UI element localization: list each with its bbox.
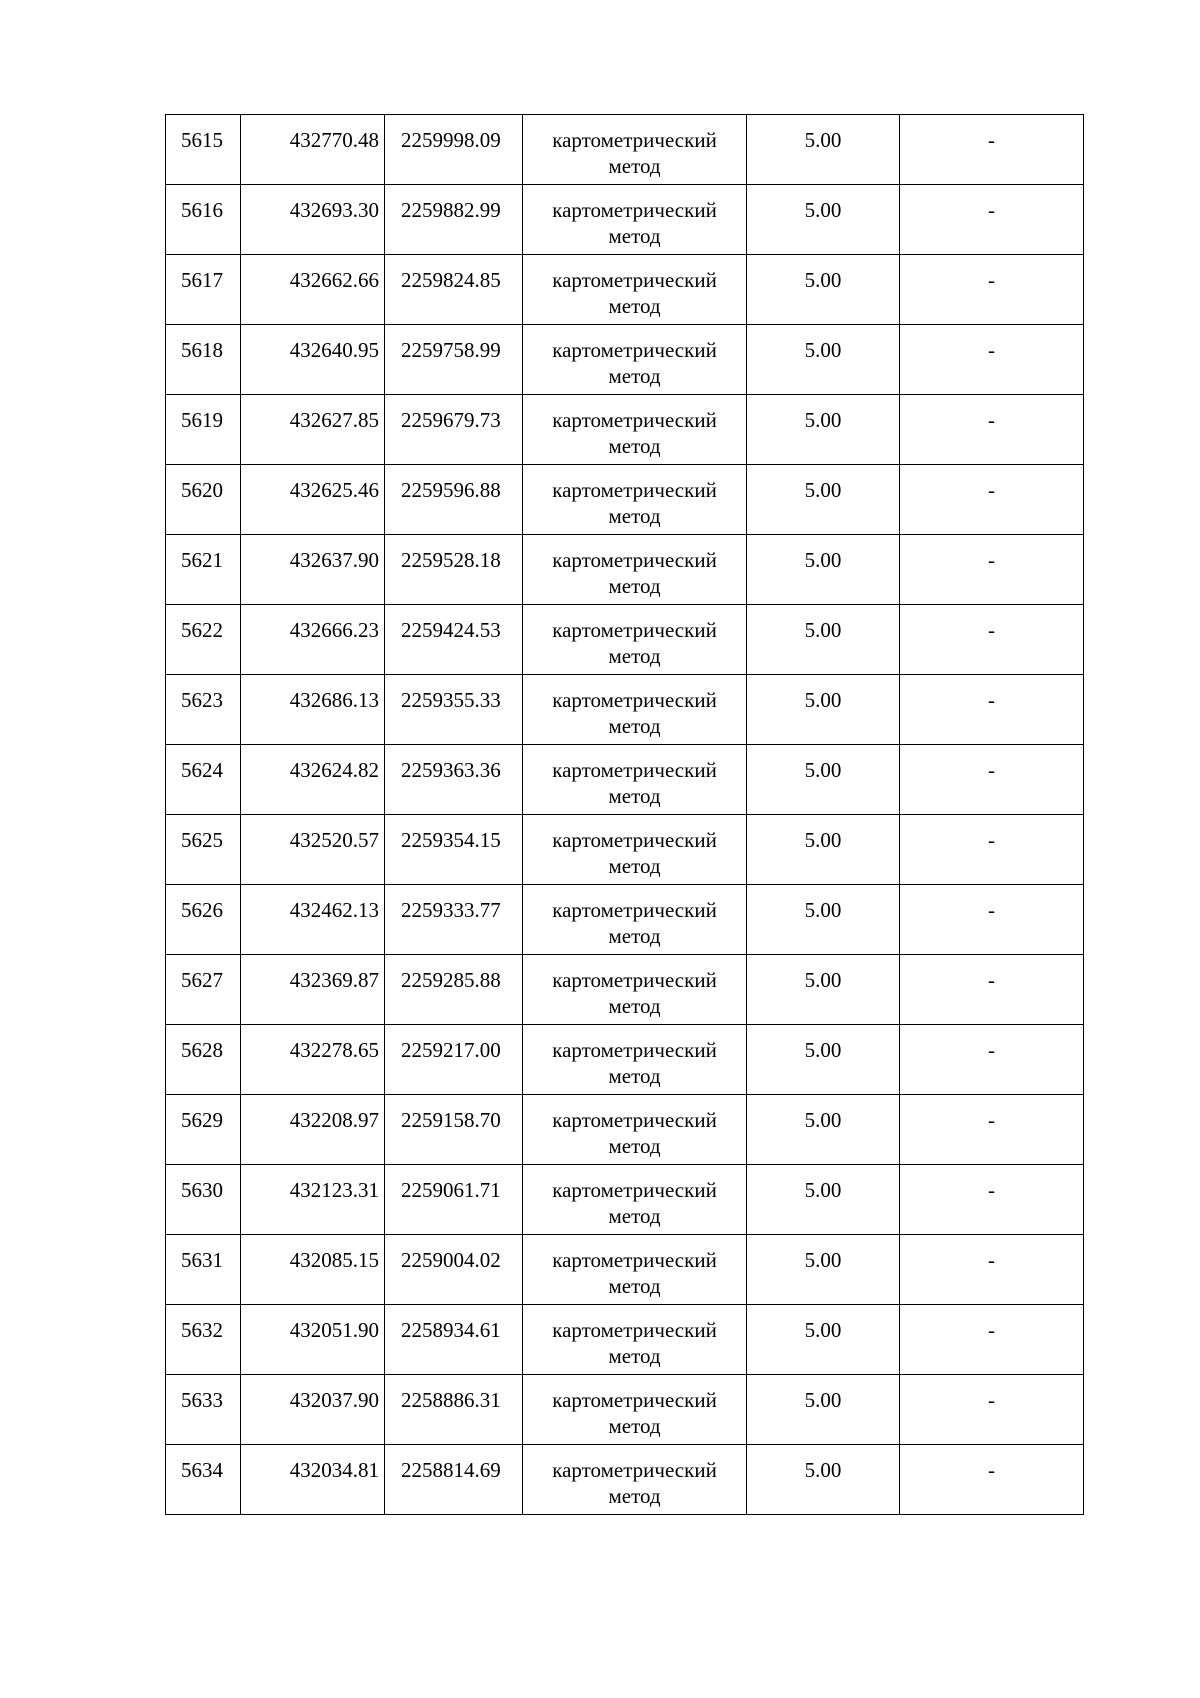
y-coordinate-cell: 2259004.02 bbox=[385, 1235, 523, 1305]
method-text-line2: метод bbox=[608, 154, 661, 178]
note-cell: - bbox=[900, 115, 1084, 185]
method-text-line2: метод bbox=[608, 1064, 661, 1088]
method-cell bbox=[523, 465, 747, 535]
note-cell: - bbox=[900, 185, 1084, 255]
table-row bbox=[166, 535, 1084, 605]
method-text-line1: картометрический bbox=[552, 548, 717, 572]
method-text-line1: картометрический bbox=[552, 1038, 717, 1062]
method-text-line1: картометрический bbox=[552, 1388, 717, 1412]
note-cell: - bbox=[900, 815, 1084, 885]
point-number-cell: 5629 bbox=[166, 1095, 241, 1165]
y-coordinate-cell: 2259758.99 bbox=[385, 325, 523, 395]
x-coordinate-cell: 432208.97 bbox=[241, 1095, 385, 1165]
table-row bbox=[166, 815, 1084, 885]
note-cell: - bbox=[900, 1235, 1084, 1305]
point-number-cell: 5622 bbox=[166, 605, 241, 675]
x-coordinate-cell: 432624.82 bbox=[241, 745, 385, 815]
table-row bbox=[166, 185, 1084, 255]
accuracy-cell: 5.00 bbox=[747, 1095, 900, 1165]
x-coordinate-cell: 432278.65 bbox=[241, 1025, 385, 1095]
note-cell: - bbox=[900, 1375, 1084, 1445]
method-text-line1: картометрический bbox=[552, 268, 717, 292]
coordinates-table-body bbox=[166, 115, 1084, 1515]
method-text-line1: картометрический bbox=[552, 968, 717, 992]
method-text-line1: картометрический bbox=[552, 408, 717, 432]
method-text-line1: картометрический bbox=[552, 618, 717, 642]
accuracy-cell: 5.00 bbox=[747, 745, 900, 815]
y-coordinate-cell: 2259824.85 bbox=[385, 255, 523, 325]
method-text-line1: картометрический bbox=[552, 1178, 717, 1202]
note-cell: - bbox=[900, 1445, 1084, 1515]
x-coordinate-cell: 432686.13 bbox=[241, 675, 385, 745]
y-coordinate-cell: 2259528.18 bbox=[385, 535, 523, 605]
y-coordinate-cell: 2259679.73 bbox=[385, 395, 523, 465]
method-text-line1: картометрический bbox=[552, 1458, 717, 1482]
method-text-line2: метод bbox=[608, 854, 661, 878]
point-number-cell: 5630 bbox=[166, 1165, 241, 1235]
method-cell bbox=[523, 1095, 747, 1165]
method-cell bbox=[523, 325, 747, 395]
method-cell bbox=[523, 815, 747, 885]
accuracy-cell: 5.00 bbox=[747, 395, 900, 465]
method-text-line2: метод bbox=[608, 434, 661, 458]
method-text-line1: картометрический bbox=[552, 338, 717, 362]
table-row bbox=[166, 1235, 1084, 1305]
method-cell bbox=[523, 185, 747, 255]
accuracy-cell: 5.00 bbox=[747, 465, 900, 535]
y-coordinate-cell: 2259158.70 bbox=[385, 1095, 523, 1165]
method-text-line2: метод bbox=[608, 1134, 661, 1158]
table-row bbox=[166, 745, 1084, 815]
accuracy-cell: 5.00 bbox=[747, 1305, 900, 1375]
y-coordinate-cell: 2259596.88 bbox=[385, 465, 523, 535]
table-row bbox=[166, 1095, 1084, 1165]
point-number-cell: 5627 bbox=[166, 955, 241, 1025]
table-row bbox=[166, 115, 1084, 185]
method-text-line2: метод bbox=[608, 224, 661, 248]
method-cell bbox=[523, 675, 747, 745]
table-row bbox=[166, 605, 1084, 675]
point-number-cell: 5624 bbox=[166, 745, 241, 815]
note-cell: - bbox=[900, 255, 1084, 325]
method-cell bbox=[523, 1235, 747, 1305]
method-cell bbox=[523, 1025, 747, 1095]
point-number-cell: 5620 bbox=[166, 465, 241, 535]
method-text-line2: метод bbox=[608, 1414, 661, 1438]
method-text-line1: картометрический bbox=[552, 828, 717, 852]
table-row bbox=[166, 325, 1084, 395]
accuracy-cell: 5.00 bbox=[747, 605, 900, 675]
method-cell bbox=[523, 395, 747, 465]
point-number-cell: 5634 bbox=[166, 1445, 241, 1515]
method-text-line1: картометрический bbox=[552, 758, 717, 782]
note-cell: - bbox=[900, 1095, 1084, 1165]
accuracy-cell: 5.00 bbox=[747, 955, 900, 1025]
x-coordinate-cell: 432662.66 bbox=[241, 255, 385, 325]
x-coordinate-cell: 432037.90 bbox=[241, 1375, 385, 1445]
accuracy-cell: 5.00 bbox=[747, 1025, 900, 1095]
y-coordinate-cell: 2259998.09 bbox=[385, 115, 523, 185]
x-coordinate-cell: 432123.31 bbox=[241, 1165, 385, 1235]
table-row bbox=[166, 1025, 1084, 1095]
method-text-line1: картометрический bbox=[552, 898, 717, 922]
note-cell: - bbox=[900, 395, 1084, 465]
coordinates-table bbox=[165, 114, 1084, 1515]
x-coordinate-cell: 432637.90 bbox=[241, 535, 385, 605]
note-cell: - bbox=[900, 1025, 1084, 1095]
table-row bbox=[166, 1305, 1084, 1375]
accuracy-cell: 5.00 bbox=[747, 1235, 900, 1305]
accuracy-cell: 5.00 bbox=[747, 255, 900, 325]
y-coordinate-cell: 2259355.33 bbox=[385, 675, 523, 745]
point-number-cell: 5617 bbox=[166, 255, 241, 325]
y-coordinate-cell: 2259217.00 bbox=[385, 1025, 523, 1095]
x-coordinate-cell: 432369.87 bbox=[241, 955, 385, 1025]
accuracy-cell: 5.00 bbox=[747, 1445, 900, 1515]
point-number-cell: 5619 bbox=[166, 395, 241, 465]
method-cell bbox=[523, 955, 747, 1025]
y-coordinate-cell: 2258886.31 bbox=[385, 1375, 523, 1445]
y-coordinate-cell: 2259882.99 bbox=[385, 185, 523, 255]
x-coordinate-cell: 432625.46 bbox=[241, 465, 385, 535]
method-text-line1: картометрический bbox=[552, 1318, 717, 1342]
method-text-line2: метод bbox=[608, 504, 661, 528]
accuracy-cell: 5.00 bbox=[747, 675, 900, 745]
point-number-cell: 5626 bbox=[166, 885, 241, 955]
point-number-cell: 5632 bbox=[166, 1305, 241, 1375]
accuracy-cell: 5.00 bbox=[747, 115, 900, 185]
x-coordinate-cell: 432034.81 bbox=[241, 1445, 385, 1515]
method-text-line2: метод bbox=[608, 1204, 661, 1228]
method-text-line2: метод bbox=[608, 1274, 661, 1298]
table-row bbox=[166, 395, 1084, 465]
y-coordinate-cell: 2259424.53 bbox=[385, 605, 523, 675]
accuracy-cell: 5.00 bbox=[747, 325, 900, 395]
note-cell: - bbox=[900, 955, 1084, 1025]
method-text-line2: метод bbox=[608, 364, 661, 388]
note-cell: - bbox=[900, 745, 1084, 815]
method-cell bbox=[523, 535, 747, 605]
y-coordinate-cell: 2259333.77 bbox=[385, 885, 523, 955]
note-cell: - bbox=[900, 1165, 1084, 1235]
method-text-line2: метод bbox=[608, 784, 661, 808]
method-text-line2: метод bbox=[608, 1344, 661, 1368]
method-text-line1: картометрический bbox=[552, 1108, 717, 1132]
y-coordinate-cell: 2259363.36 bbox=[385, 745, 523, 815]
x-coordinate-cell: 432693.30 bbox=[241, 185, 385, 255]
accuracy-cell: 5.00 bbox=[747, 1375, 900, 1445]
method-text-line1: картометрический bbox=[552, 1248, 717, 1272]
point-number-cell: 5615 bbox=[166, 115, 241, 185]
x-coordinate-cell: 432666.23 bbox=[241, 605, 385, 675]
method-cell bbox=[523, 255, 747, 325]
x-coordinate-cell: 432462.13 bbox=[241, 885, 385, 955]
point-number-cell: 5623 bbox=[166, 675, 241, 745]
x-coordinate-cell: 432085.15 bbox=[241, 1235, 385, 1305]
note-cell: - bbox=[900, 675, 1084, 745]
note-cell: - bbox=[900, 325, 1084, 395]
y-coordinate-cell: 2259061.71 bbox=[385, 1165, 523, 1235]
method-text-line1: картометрический bbox=[552, 688, 717, 712]
table-row bbox=[166, 1375, 1084, 1445]
x-coordinate-cell: 432520.57 bbox=[241, 815, 385, 885]
x-coordinate-cell: 432770.48 bbox=[241, 115, 385, 185]
method-text-line1: картометрический bbox=[552, 198, 717, 222]
method-cell bbox=[523, 885, 747, 955]
table-row bbox=[166, 465, 1084, 535]
accuracy-cell: 5.00 bbox=[747, 815, 900, 885]
note-cell: - bbox=[900, 885, 1084, 955]
point-number-cell: 5628 bbox=[166, 1025, 241, 1095]
table-row bbox=[166, 1165, 1084, 1235]
x-coordinate-cell: 432627.85 bbox=[241, 395, 385, 465]
note-cell: - bbox=[900, 535, 1084, 605]
y-coordinate-cell: 2259354.15 bbox=[385, 815, 523, 885]
accuracy-cell: 5.00 bbox=[747, 885, 900, 955]
method-text-line1: картометрический bbox=[552, 478, 717, 502]
method-text-line2: метод bbox=[608, 294, 661, 318]
table-row bbox=[166, 1445, 1084, 1515]
y-coordinate-cell: 2258814.69 bbox=[385, 1445, 523, 1515]
accuracy-cell: 5.00 bbox=[747, 535, 900, 605]
point-number-cell: 5633 bbox=[166, 1375, 241, 1445]
table-row bbox=[166, 885, 1084, 955]
y-coordinate-cell: 2258934.61 bbox=[385, 1305, 523, 1375]
method-text-line2: метод bbox=[608, 994, 661, 1018]
y-coordinate-cell: 2259285.88 bbox=[385, 955, 523, 1025]
method-cell bbox=[523, 1375, 747, 1445]
method-cell bbox=[523, 605, 747, 675]
method-text-line2: метод bbox=[608, 644, 661, 668]
point-number-cell: 5621 bbox=[166, 535, 241, 605]
point-number-cell: 5616 bbox=[166, 185, 241, 255]
note-cell: - bbox=[900, 1305, 1084, 1375]
point-number-cell: 5631 bbox=[166, 1235, 241, 1305]
point-number-cell: 5618 bbox=[166, 325, 241, 395]
note-cell: - bbox=[900, 605, 1084, 675]
method-text-line2: метод bbox=[608, 714, 661, 738]
accuracy-cell: 5.00 bbox=[747, 185, 900, 255]
table-row bbox=[166, 255, 1084, 325]
method-cell bbox=[523, 115, 747, 185]
note-cell: - bbox=[900, 465, 1084, 535]
table-row bbox=[166, 955, 1084, 1025]
method-text-line2: метод bbox=[608, 574, 661, 598]
x-coordinate-cell: 432051.90 bbox=[241, 1305, 385, 1375]
method-text-line1: картометрический bbox=[552, 128, 717, 152]
x-coordinate-cell: 432640.95 bbox=[241, 325, 385, 395]
method-cell bbox=[523, 745, 747, 815]
table-row bbox=[166, 675, 1084, 745]
accuracy-cell: 5.00 bbox=[747, 1165, 900, 1235]
method-text-line2: метод bbox=[608, 1484, 661, 1508]
method-text-line2: метод bbox=[608, 924, 661, 948]
method-cell bbox=[523, 1445, 747, 1515]
point-number-cell: 5625 bbox=[166, 815, 241, 885]
method-cell bbox=[523, 1305, 747, 1375]
method-cell bbox=[523, 1165, 747, 1235]
